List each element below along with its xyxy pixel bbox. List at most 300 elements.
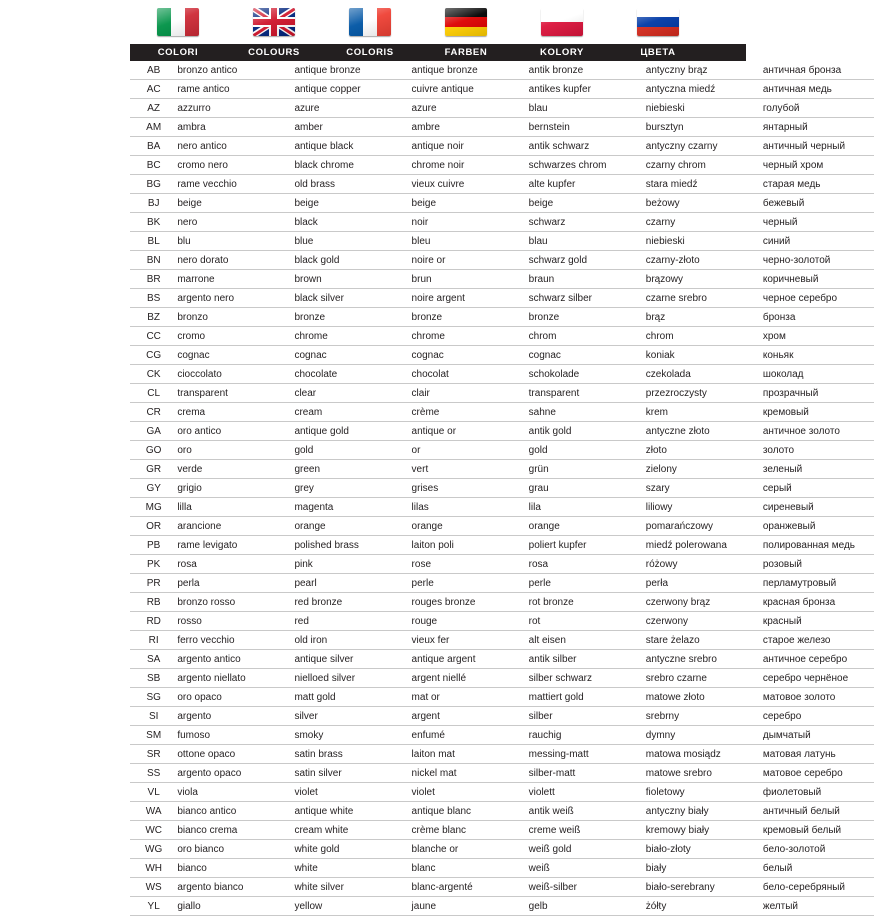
color-name-cell-it: cromo nero — [171, 156, 288, 175]
color-name-cell-de: bernstein — [523, 118, 640, 137]
color-name-cell-it: bianco — [171, 859, 288, 878]
color-code-cell: CG — [130, 346, 171, 365]
color-name-cell-de: orange — [523, 517, 640, 536]
column-header-fr: COLORIS — [346, 47, 394, 58]
color-name-cell-de: schwarzes chrom — [523, 156, 640, 175]
table-row — [130, 631, 874, 650]
color-name-cell-ru: черно-золотой — [757, 251, 874, 270]
color-name-cell-it: argento — [171, 707, 288, 726]
color-name-cell-it: marrone — [171, 270, 288, 289]
color-code-cell: WS — [130, 878, 171, 897]
color-name-cell-pl: miedź polerowana — [640, 536, 757, 555]
color-name-cell-pl: liliowy — [640, 498, 757, 517]
color-name-cell-pl: czekolada — [640, 365, 757, 384]
color-name-cell-it: cioccolato — [171, 365, 288, 384]
color-name-cell-fr: jaune — [406, 897, 523, 916]
color-name-cell-en: cognac — [288, 346, 405, 365]
color-name-cell-ru: старое железо — [757, 631, 874, 650]
color-name-cell-pl: matowe złoto — [640, 688, 757, 707]
color-name-cell-de: blau — [523, 232, 640, 251]
color-name-cell-de: bronze — [523, 308, 640, 327]
color-code-cell: SR — [130, 745, 171, 764]
flag-france — [349, 8, 391, 36]
color-name-cell-ru: бело-серебряный — [757, 878, 874, 897]
color-code-cell: AB — [130, 61, 171, 80]
color-name-cell-de: gelb — [523, 897, 640, 916]
color-name-cell-de: rot bronze — [523, 593, 640, 612]
color-name-cell-de: cognac — [523, 346, 640, 365]
table-row — [130, 669, 874, 688]
color-name-cell-it: azzurro — [171, 99, 288, 118]
color-code-cell: PB — [130, 536, 171, 555]
color-name-cell-en: black gold — [288, 251, 405, 270]
color-name-cell-pl: srebro czarne — [640, 669, 757, 688]
color-name-cell-pl: brąz — [640, 308, 757, 327]
color-name-cell-de: weiß — [523, 859, 640, 878]
color-name-cell-de: schokolade — [523, 365, 640, 384]
color-name-cell-ru: серебро чернёное — [757, 669, 874, 688]
table-row — [130, 517, 874, 536]
color-name-cell-en: matt gold — [288, 688, 405, 707]
color-name-cell-it: oro antico — [171, 422, 288, 441]
color-name-cell-it: oro — [171, 441, 288, 460]
color-name-cell-ru: античное серебро — [757, 650, 874, 669]
color-name-cell-ru: матовое золото — [757, 688, 874, 707]
color-name-cell-en: old iron — [288, 631, 405, 650]
color-name-cell-pl: antyczne srebro — [640, 650, 757, 669]
flag-cell-russia — [610, 8, 706, 36]
color-name-cell-de: antik silber — [523, 650, 640, 669]
color-name-cell-de: poliert kupfer — [523, 536, 640, 555]
color-name-cell-pl: szary — [640, 479, 757, 498]
color-name-cell-fr: grises — [406, 479, 523, 498]
color-name-cell-ru: шоколад — [757, 365, 874, 384]
color-name-cell-ru: старая медь — [757, 175, 874, 194]
color-name-cell-de: rauchig — [523, 726, 640, 745]
color-name-cell-fr: bleu — [406, 232, 523, 251]
color-code-cell: CR — [130, 403, 171, 422]
color-name-cell-fr: bronze — [406, 308, 523, 327]
color-name-cell-pl: brązowy — [640, 270, 757, 289]
color-name-cell-pl: stara miedź — [640, 175, 757, 194]
color-name-cell-fr: argent — [406, 707, 523, 726]
color-name-cell-de: lila — [523, 498, 640, 517]
flag-cell-united-kingdom — [226, 8, 322, 36]
color-name-cell-pl: krem — [640, 403, 757, 422]
color-name-cell-fr: clair — [406, 384, 523, 403]
color-code-cell: BN — [130, 251, 171, 270]
color-name-cell-de: schwarz silber — [523, 289, 640, 308]
color-name-cell-fr: nickel mat — [406, 764, 523, 783]
color-name-cell-it: perla — [171, 574, 288, 593]
table-row — [130, 308, 874, 327]
color-name-cell-fr: orange — [406, 517, 523, 536]
color-name-cell-it: bianco antico — [171, 802, 288, 821]
color-code-cell: SI — [130, 707, 171, 726]
color-name-cell-it: beige — [171, 194, 288, 213]
color-name-cell-en: chrome — [288, 327, 405, 346]
color-name-cell-en: orange — [288, 517, 405, 536]
color-name-cell-fr: beige — [406, 194, 523, 213]
table-row — [130, 346, 874, 365]
color-name-cell-ru: кремовый — [757, 403, 874, 422]
color-name-cell-pl: antyczna miedź — [640, 80, 757, 99]
color-name-cell-en: smoky — [288, 726, 405, 745]
color-name-cell-ru: коньяк — [757, 346, 874, 365]
table-row — [130, 289, 874, 308]
color-name-cell-en: black — [288, 213, 405, 232]
color-name-cell-de: sahne — [523, 403, 640, 422]
color-code-cell: PK — [130, 555, 171, 574]
color-name-cell-de: antikes kupfer — [523, 80, 640, 99]
color-name-cell-pl: biały — [640, 859, 757, 878]
color-name-cell-fr: vieux cuivre — [406, 175, 523, 194]
color-name-cell-pl: przezroczysty — [640, 384, 757, 403]
color-name-cell-it: grigio — [171, 479, 288, 498]
color-name-cell-it: oro opaco — [171, 688, 288, 707]
color-name-cell-pl: czarny-złoto — [640, 251, 757, 270]
table-row — [130, 251, 874, 270]
color-name-cell-it: bronzo antico — [171, 61, 288, 80]
color-code-cell: SM — [130, 726, 171, 745]
table-row — [130, 878, 874, 897]
color-name-cell-en: cream white — [288, 821, 405, 840]
table-row — [130, 555, 874, 574]
color-code-cell: AM — [130, 118, 171, 137]
color-name-cell-pl: czarny — [640, 213, 757, 232]
color-name-cell-fr: mat or — [406, 688, 523, 707]
color-name-cell-pl: matowe srebro — [640, 764, 757, 783]
table-row — [130, 574, 874, 593]
color-code-cell: BJ — [130, 194, 171, 213]
color-name-cell-pl: niebieski — [640, 99, 757, 118]
color-code-cell: SB — [130, 669, 171, 688]
color-name-cell-pl: biało-złoty — [640, 840, 757, 859]
color-name-cell-pl: czerwony brąz — [640, 593, 757, 612]
color-name-cell-de: messing-matt — [523, 745, 640, 764]
color-name-cell-pl: srebrny — [640, 707, 757, 726]
color-name-cell-pl: dymny — [640, 726, 757, 745]
color-code-cell: GO — [130, 441, 171, 460]
color-name-cell-en: beige — [288, 194, 405, 213]
color-name-cell-it: cromo — [171, 327, 288, 346]
color-name-cell-ru: розовый — [757, 555, 874, 574]
color-name-cell-fr: noire argent — [406, 289, 523, 308]
color-name-cell-en: old brass — [288, 175, 405, 194]
color-name-cell-en: azure — [288, 99, 405, 118]
color-codes-table — [130, 61, 874, 916]
color-name-cell-en: antique gold — [288, 422, 405, 441]
color-name-cell-de: antik gold — [523, 422, 640, 441]
flag-cell-france — [322, 8, 418, 36]
table-row — [130, 479, 874, 498]
table-row — [130, 61, 874, 80]
color-name-cell-en: nielloed silver — [288, 669, 405, 688]
color-name-cell-de: transparent — [523, 384, 640, 403]
color-name-cell-de: alt eisen — [523, 631, 640, 650]
color-name-cell-fr: perle — [406, 574, 523, 593]
color-name-cell-ru: бронза — [757, 308, 874, 327]
color-name-cell-en: bronze — [288, 308, 405, 327]
color-name-cell-fr: crème — [406, 403, 523, 422]
color-name-cell-en: gold — [288, 441, 405, 460]
color-name-cell-fr: antique argent — [406, 650, 523, 669]
table-row — [130, 194, 874, 213]
color-code-cell: AC — [130, 80, 171, 99]
table-row — [130, 327, 874, 346]
table-row — [130, 175, 874, 194]
color-name-cell-it: transparent — [171, 384, 288, 403]
color-name-cell-ru: дымчатый — [757, 726, 874, 745]
color-name-cell-fr: ambre — [406, 118, 523, 137]
color-name-cell-it: argento opaco — [171, 764, 288, 783]
color-name-cell-de: silber-matt — [523, 764, 640, 783]
color-name-cell-it: nero dorato — [171, 251, 288, 270]
color-code-cell: OR — [130, 517, 171, 536]
table-row — [130, 270, 874, 289]
color-name-cell-en: magenta — [288, 498, 405, 517]
color-name-cell-en: black chrome — [288, 156, 405, 175]
table-row — [130, 688, 874, 707]
color-name-cell-ru: коричневый — [757, 270, 874, 289]
color-name-cell-ru: черный хром — [757, 156, 874, 175]
table-row — [130, 650, 874, 669]
table-row — [130, 232, 874, 251]
color-name-cell-fr: rose — [406, 555, 523, 574]
color-name-cell-de: blau — [523, 99, 640, 118]
table-row — [130, 612, 874, 631]
color-name-cell-fr: laiton mat — [406, 745, 523, 764]
column-header-de: FARBEN — [444, 47, 488, 58]
color-name-cell-pl: antyczny czarny — [640, 137, 757, 156]
table-row — [130, 422, 874, 441]
table-header-band — [130, 44, 746, 61]
color-name-cell-fr: enfumé — [406, 726, 523, 745]
color-name-cell-pl: czarny chrom — [640, 156, 757, 175]
color-name-cell-ru: голубой — [757, 99, 874, 118]
color-name-cell-en: red — [288, 612, 405, 631]
color-name-cell-ru: янтарный — [757, 118, 874, 137]
color-name-cell-fr: blanc-argenté — [406, 878, 523, 897]
color-name-cell-pl: pomarańczowy — [640, 517, 757, 536]
flags-row — [2, 0, 873, 44]
table-row — [130, 764, 874, 783]
color-name-cell-ru: перламутровый — [757, 574, 874, 593]
color-name-cell-en: violet — [288, 783, 405, 802]
color-name-cell-de: perle — [523, 574, 640, 593]
color-name-cell-de: antik bronze — [523, 61, 640, 80]
color-code-cell: BC — [130, 156, 171, 175]
color-name-cell-ru: синий — [757, 232, 874, 251]
color-name-cell-en: cream — [288, 403, 405, 422]
color-code-cell: SS — [130, 764, 171, 783]
flag-poland — [541, 8, 583, 36]
color-name-cell-fr: chocolat — [406, 365, 523, 384]
color-name-cell-fr: cuivre antique — [406, 80, 523, 99]
color-name-cell-de: rot — [523, 612, 640, 631]
color-name-cell-en: white — [288, 859, 405, 878]
color-name-cell-it: ambra — [171, 118, 288, 137]
color-code-cell: BR — [130, 270, 171, 289]
color-name-cell-fr: brun — [406, 270, 523, 289]
color-name-cell-ru: античная бронза — [757, 61, 874, 80]
color-name-cell-de: silber schwarz — [523, 669, 640, 688]
color-name-cell-ru: античный черный — [757, 137, 874, 156]
color-name-cell-de: braun — [523, 270, 640, 289]
table-row — [130, 593, 874, 612]
color-name-cell-en: white silver — [288, 878, 405, 897]
color-code-cell: GA — [130, 422, 171, 441]
color-name-cell-it: cognac — [171, 346, 288, 365]
table-row — [130, 118, 874, 137]
color-name-cell-fr: crème blanc — [406, 821, 523, 840]
color-name-cell-de: grün — [523, 460, 640, 479]
color-name-cell-fr: vert — [406, 460, 523, 479]
color-name-cell-pl: stare żelazo — [640, 631, 757, 650]
color-name-cell-pl: zielony — [640, 460, 757, 479]
color-name-cell-pl: bursztyn — [640, 118, 757, 137]
color-name-cell-it: argento niellato — [171, 669, 288, 688]
color-code-cell: BK — [130, 213, 171, 232]
color-name-cell-pl: perła — [640, 574, 757, 593]
color-name-cell-it: crema — [171, 403, 288, 422]
color-name-cell-ru: античное золото — [757, 422, 874, 441]
color-name-cell-fr: antique bronze — [406, 61, 523, 80]
flag-russia — [637, 8, 679, 36]
color-name-cell-fr: or — [406, 441, 523, 460]
color-code-cell: RI — [130, 631, 171, 650]
color-name-cell-de: chrom — [523, 327, 640, 346]
color-name-cell-ru: желтый — [757, 897, 874, 916]
color-name-cell-fr: antique blanc — [406, 802, 523, 821]
color-code-cell: CK — [130, 365, 171, 384]
color-name-cell-en: antique white — [288, 802, 405, 821]
color-name-cell-pl: fioletowy — [640, 783, 757, 802]
table-row — [130, 745, 874, 764]
color-name-cell-it: bronzo — [171, 308, 288, 327]
color-name-cell-en: blue — [288, 232, 405, 251]
table-row — [130, 460, 874, 479]
color-name-cell-it: nero — [171, 213, 288, 232]
color-name-cell-de: creme weiß — [523, 821, 640, 840]
table-row — [130, 80, 874, 99]
color-name-cell-de: schwarz gold — [523, 251, 640, 270]
color-name-cell-fr: vieux fer — [406, 631, 523, 650]
table-row — [130, 840, 874, 859]
color-name-cell-ru: зеленый — [757, 460, 874, 479]
color-name-cell-ru: золото — [757, 441, 874, 460]
color-name-cell-it: argento bianco — [171, 878, 288, 897]
color-name-cell-de: alte kupfer — [523, 175, 640, 194]
color-name-cell-fr: argent niellé — [406, 669, 523, 688]
table-row — [130, 365, 874, 384]
flag-cell-italy — [130, 8, 226, 36]
color-name-cell-en: black silver — [288, 289, 405, 308]
color-name-cell-pl: beżowy — [640, 194, 757, 213]
color-code-cell: BG — [130, 175, 171, 194]
color-name-cell-de: antik weiß — [523, 802, 640, 821]
color-name-cell-de: weiß-silber — [523, 878, 640, 897]
color-name-cell-fr: antique noir — [406, 137, 523, 156]
color-name-cell-en: antique silver — [288, 650, 405, 669]
flag-cell-poland — [514, 8, 610, 36]
color-name-cell-de: beige — [523, 194, 640, 213]
table-row — [130, 897, 874, 916]
color-name-cell-en: red bronze — [288, 593, 405, 612]
column-header-ru: ЦВЕТА — [640, 47, 676, 58]
flag-germany — [445, 8, 487, 36]
table-row — [130, 726, 874, 745]
color-name-cell-ru: матовое серебро — [757, 764, 874, 783]
color-name-cell-fr: cognac — [406, 346, 523, 365]
color-name-cell-ru: античная медь — [757, 80, 874, 99]
color-name-cell-it: nero antico — [171, 137, 288, 156]
color-name-cell-ru: сиреневый — [757, 498, 874, 517]
table-row — [130, 156, 874, 175]
color-name-cell-ru: полированная медь — [757, 536, 874, 555]
color-code-cell: WC — [130, 821, 171, 840]
color-name-cell-de: mattiert gold — [523, 688, 640, 707]
color-name-cell-it: rame antico — [171, 80, 288, 99]
color-name-cell-en: silver — [288, 707, 405, 726]
color-code-cell: SA — [130, 650, 171, 669]
color-name-cell-en: brown — [288, 270, 405, 289]
color-code-cell: BZ — [130, 308, 171, 327]
color-name-cell-ru: античный белый — [757, 802, 874, 821]
color-name-cell-pl: matowa mosiądz — [640, 745, 757, 764]
table-row — [130, 403, 874, 422]
color-name-cell-de: rosa — [523, 555, 640, 574]
color-code-cell: RD — [130, 612, 171, 631]
color-name-cell-pl: różowy — [640, 555, 757, 574]
table-row — [130, 137, 874, 156]
color-code-cell: CL — [130, 384, 171, 403]
color-name-cell-pl: złoto — [640, 441, 757, 460]
color-name-cell-it: arancione — [171, 517, 288, 536]
color-name-cell-fr: noir — [406, 213, 523, 232]
color-code-cell: RB — [130, 593, 171, 612]
color-name-cell-it: rosso — [171, 612, 288, 631]
table-row — [130, 536, 874, 555]
color-code-cell: WA — [130, 802, 171, 821]
color-name-cell-pl: antyczne złoto — [640, 422, 757, 441]
color-name-cell-it: rosa — [171, 555, 288, 574]
color-name-cell-ru: бежевый — [757, 194, 874, 213]
color-name-cell-fr: chrome noir — [406, 156, 523, 175]
color-code-cell: WH — [130, 859, 171, 878]
table-row — [130, 821, 874, 840]
color-name-cell-fr: chrome — [406, 327, 523, 346]
color-name-cell-ru: оранжевый — [757, 517, 874, 536]
color-code-cell: VL — [130, 783, 171, 802]
color-name-cell-ru: серебро — [757, 707, 874, 726]
color-name-cell-en: green — [288, 460, 405, 479]
color-name-cell-it: viola — [171, 783, 288, 802]
color-name-cell-ru: матовая латунь — [757, 745, 874, 764]
color-name-cell-pl: antyczny brąz — [640, 61, 757, 80]
color-name-cell-fr: lilas — [406, 498, 523, 517]
color-name-cell-it: rame levigato — [171, 536, 288, 555]
color-name-cell-ru: хром — [757, 327, 874, 346]
table-row — [130, 384, 874, 403]
color-name-cell-ru: белый — [757, 859, 874, 878]
color-name-cell-de: schwarz — [523, 213, 640, 232]
color-name-cell-it: argento nero — [171, 289, 288, 308]
color-name-cell-ru: черный — [757, 213, 874, 232]
table-row — [130, 783, 874, 802]
flag-italy — [157, 8, 199, 36]
color-name-cell-en: satin silver — [288, 764, 405, 783]
